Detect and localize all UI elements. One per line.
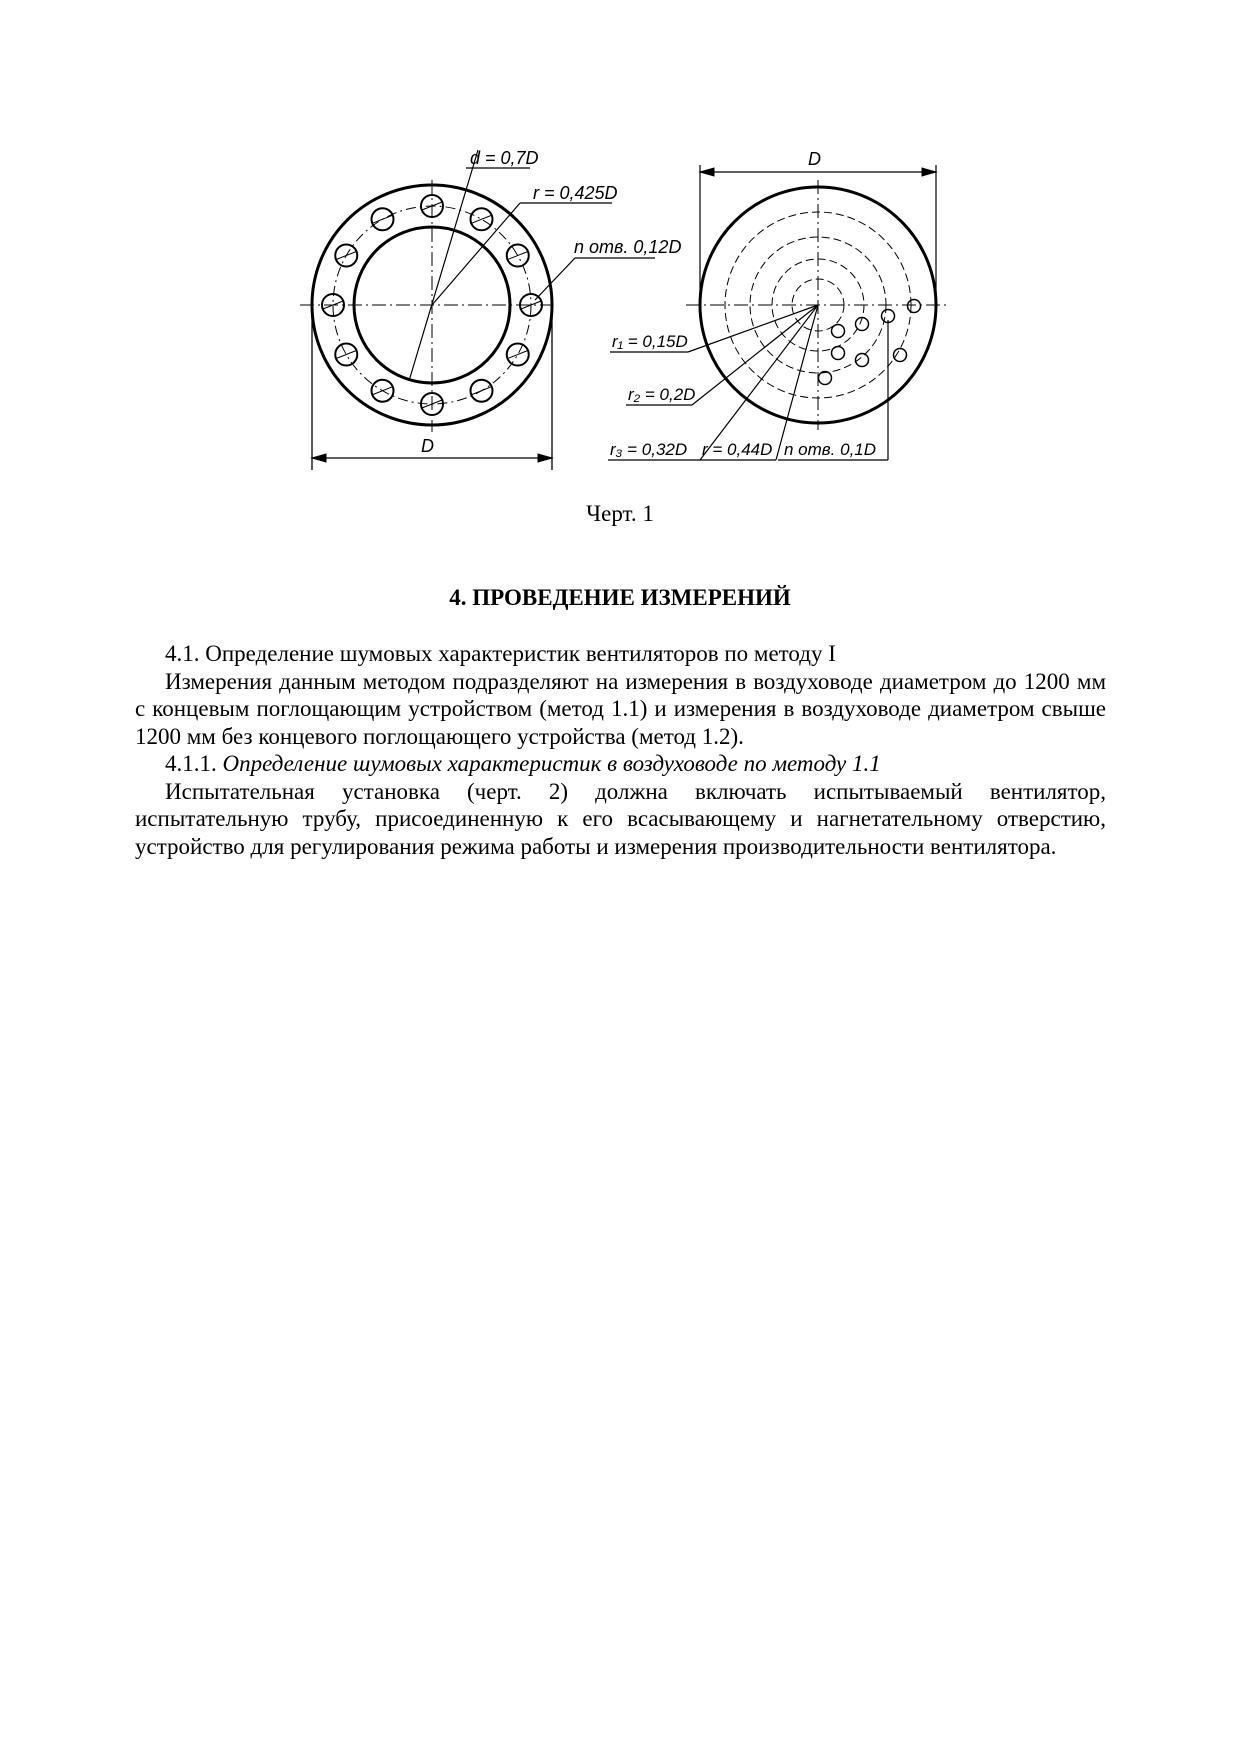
label-D-right: D: [808, 149, 821, 169]
section-body: [135, 640, 1106, 860]
bolt-hole-mark: [471, 215, 493, 224]
label-r4: r = 0,44D: [702, 440, 773, 459]
bolt-hole-mark: [335, 350, 357, 359]
right-section: [608, 165, 950, 460]
r3-leader: [700, 305, 818, 460]
label-r: r = 0,425D: [533, 183, 618, 203]
label-holes-left: n отв. 0,12D: [574, 237, 682, 257]
clause-title: Определение шумовых характеристик в воздуховоде по методу 1.1: [222, 751, 881, 776]
r4-leader: [776, 305, 818, 460]
left-dim-arrow-l: [312, 454, 326, 462]
probe-hole: [832, 347, 845, 360]
paragraph-methods: Измерения данным методом подразделяют на измерения в воздуховоде диаметром до 1200 мм с концевым поглощающим устройством (метод 1.1) и измерения в воздуховоде диаметром свыше 1200 мм без концевого поглощающего устройства (метод 1.2).: [135, 668, 1106, 749]
r1-leader: [688, 305, 818, 352]
probe-hole: [832, 325, 845, 338]
label-d: d = 0,7D: [470, 148, 539, 168]
paragraph-4-1-1: [135, 750, 1106, 778]
bolt-hole-mark: [372, 215, 394, 224]
bolt-hole-mark: [507, 350, 529, 359]
left-dim-arrow-r: [538, 454, 552, 462]
probe-hole: [894, 349, 907, 362]
probe-hole: [819, 372, 832, 385]
left-holes-leader: [535, 258, 655, 300]
bolt-hole-mark: [507, 251, 529, 260]
label-holes-right: n отв. 0,1D: [784, 440, 877, 459]
bolt-hole-mark: [335, 251, 357, 260]
clause-number: 4.1.1.: [165, 751, 217, 776]
label-r2: r₂ = 0,2D: [628, 385, 696, 404]
right-dim-arrow-l: [700, 168, 714, 176]
bolt-hole-mark: [372, 386, 394, 395]
label-r1: r₁ = 0,15D: [612, 332, 688, 351]
label-r3: r₃ = 0,32D: [610, 440, 688, 459]
technical-drawing: [0, 0, 1240, 480]
section-heading: 4. ПРОВЕДЕНИЕ ИЗМЕРЕНИЙ: [449, 585, 791, 610]
figure-caption: Черт. 1: [586, 501, 654, 526]
label-D-left: D: [421, 436, 434, 456]
bolt-hole-mark: [471, 386, 493, 395]
paragraph-setup: Испытательная установка (черт. 2) должна включать испытываемый вентилятор, испытательную трубу, присоединенную к его всасывающему и нагнетательному отверстию, устройство для регулирования режима работы и измерения производительности вентилятора.: [135, 778, 1106, 859]
paragraph-4-1: 4.1. Определение шумовых характеристик вентиляторов по методу I: [165, 641, 836, 666]
right-dim-arrow-r: [922, 168, 936, 176]
probe-hole: [908, 300, 921, 313]
